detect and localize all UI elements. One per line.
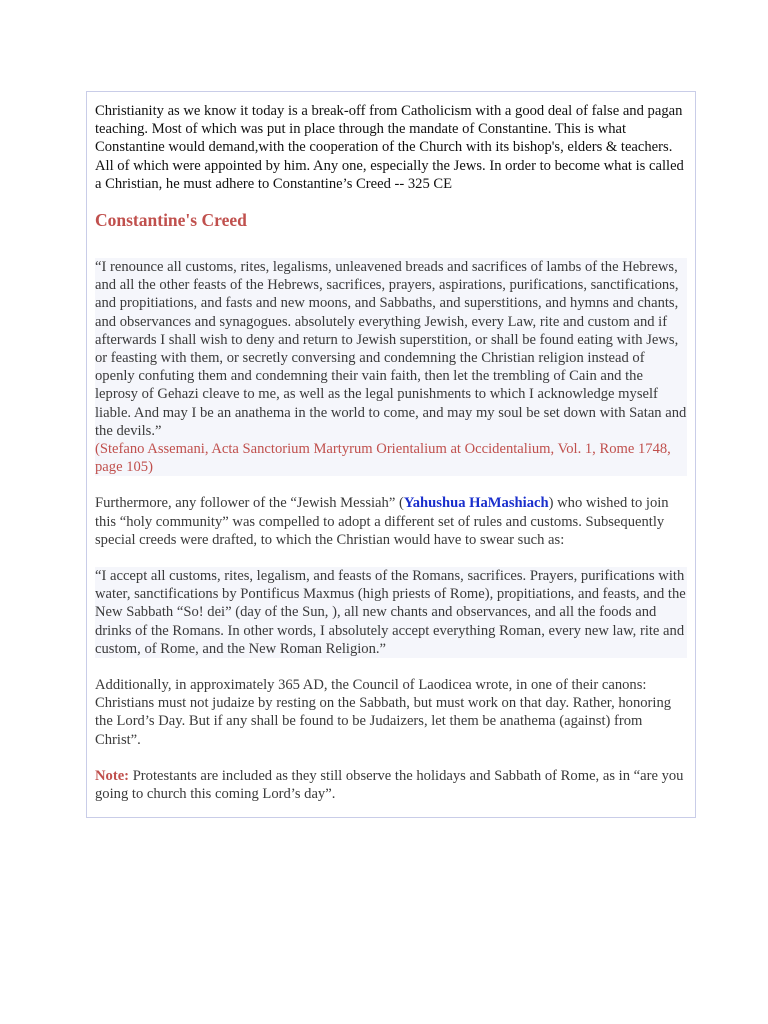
note-text: Protestants are included as they still observe the holidays and Sabbath of Rome, as in “are you going to church this coming Lord’s day”. bbox=[95, 767, 684, 803]
laodicea-paragraph: Additionally, in approximately 365 AD, the Council of Laodicea wrote, in one of their canons: Christians must not judaize by resting on the Sabbath, but must work on that day. Rather, honoring the Lord’s Day. But if any shall be found to be Judaizers, let them be anathema (against) from Christ”. bbox=[95, 677, 672, 748]
acceptance-quote: “I accept all customs, rites, legalism, and feasts of the Romans, sacrifices. Prayers, purifications with water, sanctifications by Pontificus Maxmus (high priests of Rome), propitiations, and feasts, and the New Sabbath “So! dei” (day of the Sun, ), all new chants and observances, and all the foods and drinks of the Romans. In other words, I absolutely accept everything Roman, every new law, rite and custom, of Rome, and the New Roman Religion.” bbox=[95, 568, 686, 657]
follower-text-before: Furthermore, any follower of the “Jewish Messiah” ( bbox=[95, 495, 404, 512]
note-paragraph bbox=[95, 767, 687, 803]
quote-citation: (Stefano Assemani, Acta Sanctorium Martyrum Orientalium at Occidentalium, Vol. 1, Rome 1748, page 105) bbox=[95, 441, 671, 476]
section-heading: Constantine's Creed bbox=[95, 210, 247, 231]
renunciation-quote: “I renounce all customs, rites, legalisms, unleavened breads and sacrifices of lambs of the Hebrews, and all the other feasts of the Hebrews, sacrifices, prayers, aspirations, purifications, sanctifications, and propitiations, and fasts and new moons, and Sabbaths, and superstitions, and hymns and chants, and observances and synagogues. absolutely everything Jewish, every Law, rite and custom and if afterwards I shall wish to deny and return to Jewish superstition, or shall be found eating with Jews, or feasting with them, or secretly conversing and condemning the Christian religion instead of openly confuting them and condemning their vain faith, then let the trembling of Cain and the leprosy of Gehazi cleave to me, as well as the legal punishments to which I acknowledge myself liable. And may I be an anathema in the world to come, and may my soul be set down with Satan and the devils.” bbox=[95, 259, 687, 439]
note-label: Note: bbox=[95, 767, 130, 784]
follower-text-after: ) who wished to join this “holy community” was compelled to adopt a different set of rules and customs. Subsequently special creeds were drafted, to which the Christian would have to swear such as: bbox=[95, 495, 669, 548]
content-box bbox=[86, 91, 696, 818]
messiah-name: Yahushua HaMashiach bbox=[403, 495, 549, 512]
intro-paragraph: Christianity as we know it today is a break-off from Catholicism with a good deal of false and pagan teaching. Most of which was put in place through the mandate of Constantine. This is what Constantine would demand,with the cooperation of the Church with its bishop's, elders & teachers. All of which were appointed by him. Any one, especially the Jews. In order to become what is called a Christian, he must adhere to Constantine’s Creed -- 325 CE bbox=[95, 103, 684, 192]
follower-paragraph bbox=[95, 494, 687, 549]
renunciation-quote-block bbox=[95, 258, 687, 476]
